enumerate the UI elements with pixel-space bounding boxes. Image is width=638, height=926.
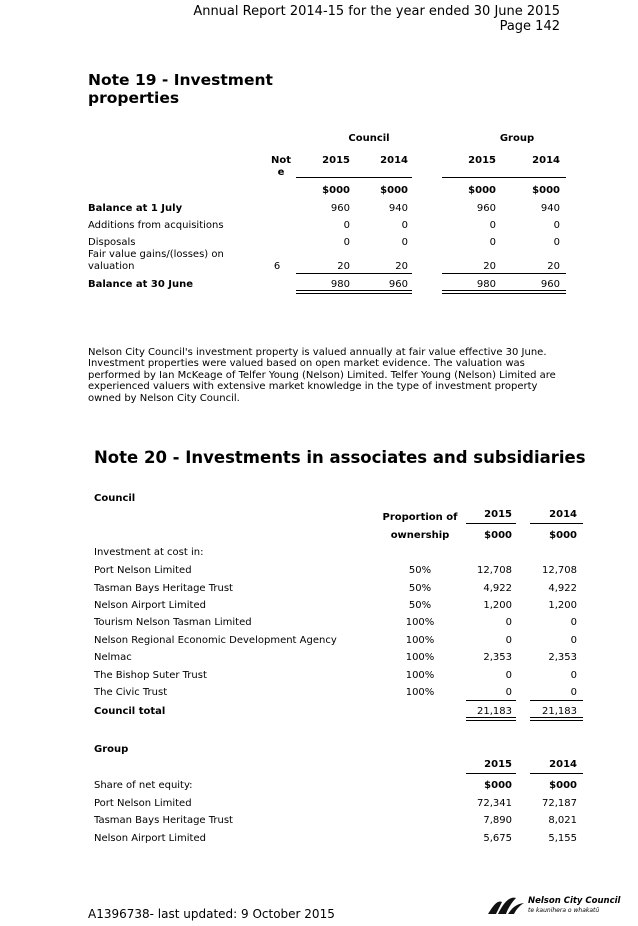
row-label-fair-value-line2: valuation bbox=[88, 261, 135, 272]
table-cell: 12,708 bbox=[542, 565, 577, 576]
year-header-rule bbox=[530, 773, 583, 774]
table-cell: 940 bbox=[388, 203, 408, 214]
note19-title-line2: properties bbox=[88, 89, 180, 107]
investment-name: Nelson Airport Limited bbox=[94, 833, 206, 844]
table-cell: 0 bbox=[570, 670, 577, 681]
total-double-rule bbox=[442, 290, 566, 294]
table-cell: 0 bbox=[343, 237, 350, 248]
table-cell: 0 bbox=[489, 237, 496, 248]
year-header: 2015 bbox=[484, 759, 512, 770]
year-header: 2014 bbox=[549, 759, 577, 770]
council-column-header: Council bbox=[348, 133, 390, 144]
table-cell: 2,353 bbox=[483, 652, 512, 663]
document-reference: A1396738- last updated: 9 October 2015 bbox=[88, 907, 335, 921]
year-header-rule bbox=[466, 523, 516, 524]
investment-name: Port Nelson Limited bbox=[94, 798, 192, 809]
table-cell: 4,922 bbox=[483, 583, 512, 594]
table-cell: 0 bbox=[505, 670, 512, 681]
table-cell: 72,341 bbox=[477, 798, 512, 809]
council-total-2014: 21,183 bbox=[542, 706, 577, 717]
table-cell: 0 bbox=[570, 635, 577, 646]
table-cell: 960 bbox=[388, 279, 408, 290]
investment-name: Nelson Regional Economic Development Agency bbox=[94, 635, 337, 646]
year-header: 2015 bbox=[484, 509, 512, 520]
unit-header: $000 bbox=[549, 530, 577, 541]
table-cell: 0 bbox=[570, 617, 577, 628]
ownership-percent: 100% bbox=[405, 635, 435, 646]
unit-header: $000 bbox=[322, 185, 350, 196]
investment-name: Port Nelson Limited bbox=[94, 565, 192, 576]
row-label-fair-value-line1: Fair value gains/(losses) on bbox=[88, 249, 224, 260]
table-cell: 5,675 bbox=[483, 833, 512, 844]
ownership-percent: 100% bbox=[405, 617, 435, 628]
page-number: Page 142 bbox=[499, 19, 560, 34]
investment-name: Nelson Airport Limited bbox=[94, 600, 206, 611]
row-label-disposals: Disposals bbox=[88, 237, 136, 248]
year-header: 2014 bbox=[532, 155, 560, 166]
table-cell: 0 bbox=[401, 220, 408, 231]
logo-name: Nelson City Council bbox=[528, 896, 621, 906]
group-header-rule bbox=[442, 177, 566, 178]
year-header: 2015 bbox=[468, 155, 496, 166]
investment-name: Nelmac bbox=[94, 652, 132, 663]
council-logo-icon bbox=[486, 894, 526, 918]
investment-name: Tourism Nelson Tasman Limited bbox=[94, 617, 252, 628]
year-header-rule bbox=[466, 773, 516, 774]
table-cell: 0 bbox=[553, 237, 560, 248]
table-cell: 1,200 bbox=[483, 600, 512, 611]
ownership-percent: 50% bbox=[408, 583, 432, 594]
table-cell: 20 bbox=[483, 261, 496, 272]
table-cell: 0 bbox=[343, 220, 350, 231]
ownership-percent: 100% bbox=[405, 670, 435, 681]
subtotal-rule bbox=[530, 700, 583, 701]
table-cell: 8,021 bbox=[548, 815, 577, 826]
table-cell: 960 bbox=[476, 203, 496, 214]
investment-name: The Bishop Suter Trust bbox=[94, 670, 207, 681]
table-cell: 0 bbox=[489, 220, 496, 231]
subtotal-rule bbox=[442, 273, 566, 274]
unit-header: $000 bbox=[468, 185, 496, 196]
unit-header: $000 bbox=[484, 780, 512, 791]
table-cell: 980 bbox=[476, 279, 496, 290]
table-cell: 980 bbox=[330, 279, 350, 290]
unit-header: $000 bbox=[484, 530, 512, 541]
unit-header: $000 bbox=[549, 780, 577, 791]
valuation-paragraph: Nelson City Council's investment property is valued annually at fair value effective 30 June. Investment properties were valued based on open market evidence. The valuation was performed by Ian McKeage of Telfer Young (Nelson) Limited. Telfer Young (Nelson) Limited are experienced valuers with extensive market knowledge in the type of investment property owned by Nelson City Council. bbox=[88, 347, 556, 404]
subtotal-rule bbox=[466, 700, 516, 701]
ownership-percent: 100% bbox=[405, 687, 435, 698]
unit-header: $000 bbox=[532, 185, 560, 196]
year-header: 2014 bbox=[380, 155, 408, 166]
year-header: 2014 bbox=[549, 509, 577, 520]
council-subheading: Investment at cost in: bbox=[94, 547, 204, 558]
row-label-closing-balance: Balance at 30 June bbox=[88, 279, 194, 290]
note-column-header-line1: Not bbox=[270, 155, 292, 166]
row-label-additions: Additions from acquisitions bbox=[88, 220, 224, 231]
proportion-header-line2: ownership bbox=[390, 530, 450, 541]
table-cell: 20 bbox=[395, 261, 408, 272]
council-header-rule bbox=[296, 177, 412, 178]
year-header-rule bbox=[530, 523, 583, 524]
table-cell: 960 bbox=[540, 279, 560, 290]
logo-tagline: te kaunihera o whakatū bbox=[528, 907, 600, 914]
year-header: 2015 bbox=[322, 155, 350, 166]
unit-header: $000 bbox=[380, 185, 408, 196]
total-double-rule bbox=[296, 290, 412, 294]
table-cell: 0 bbox=[570, 687, 577, 698]
group-subheading: Share of net equity: bbox=[94, 780, 193, 791]
note-column-header-line2: e bbox=[277, 167, 285, 178]
council-total-2015: 21,183 bbox=[477, 706, 512, 717]
total-double-rule bbox=[530, 717, 583, 721]
table-cell: 0 bbox=[505, 687, 512, 698]
council-logo bbox=[486, 894, 626, 920]
note19-title-line1: Note 19 - Investment bbox=[88, 71, 273, 89]
table-cell: 0 bbox=[401, 237, 408, 248]
table-cell: 0 bbox=[553, 220, 560, 231]
ownership-percent: 50% bbox=[408, 600, 432, 611]
investment-name: The Civic Trust bbox=[94, 687, 168, 698]
note-reference: 6 bbox=[273, 261, 281, 272]
subtotal-rule bbox=[296, 273, 412, 274]
table-cell: 0 bbox=[505, 635, 512, 646]
table-cell: 0 bbox=[505, 617, 512, 628]
report-title: Annual Report 2014-15 for the year ended 30 June 2015 bbox=[193, 4, 560, 19]
table-cell: 20 bbox=[547, 261, 560, 272]
table-cell: 4,922 bbox=[548, 583, 577, 594]
table-cell: 12,708 bbox=[477, 565, 512, 576]
council-total-label: Council total bbox=[94, 706, 166, 717]
table-cell: 7,890 bbox=[483, 815, 512, 826]
group-section-heading: Group bbox=[94, 744, 129, 755]
proportion-header-line1: Proportion of bbox=[382, 512, 458, 523]
ownership-percent: 100% bbox=[405, 652, 435, 663]
table-cell: 1,200 bbox=[548, 600, 577, 611]
investment-name: Tasman Bays Heritage Trust bbox=[94, 583, 233, 594]
note20-title: Note 20 - Investments in associates and subsidiaries bbox=[94, 448, 586, 467]
table-cell: 2,353 bbox=[548, 652, 577, 663]
table-cell: 940 bbox=[540, 203, 560, 214]
investment-name: Tasman Bays Heritage Trust bbox=[94, 815, 233, 826]
row-label-opening-balance: Balance at 1 July bbox=[88, 203, 183, 214]
total-double-rule bbox=[466, 717, 516, 721]
table-cell: 72,187 bbox=[542, 798, 577, 809]
group-column-header: Group bbox=[499, 133, 535, 144]
ownership-percent: 50% bbox=[408, 565, 432, 576]
table-cell: 960 bbox=[330, 203, 350, 214]
table-cell: 20 bbox=[337, 261, 350, 272]
council-section-heading: Council bbox=[94, 493, 136, 504]
table-cell: 5,155 bbox=[548, 833, 577, 844]
